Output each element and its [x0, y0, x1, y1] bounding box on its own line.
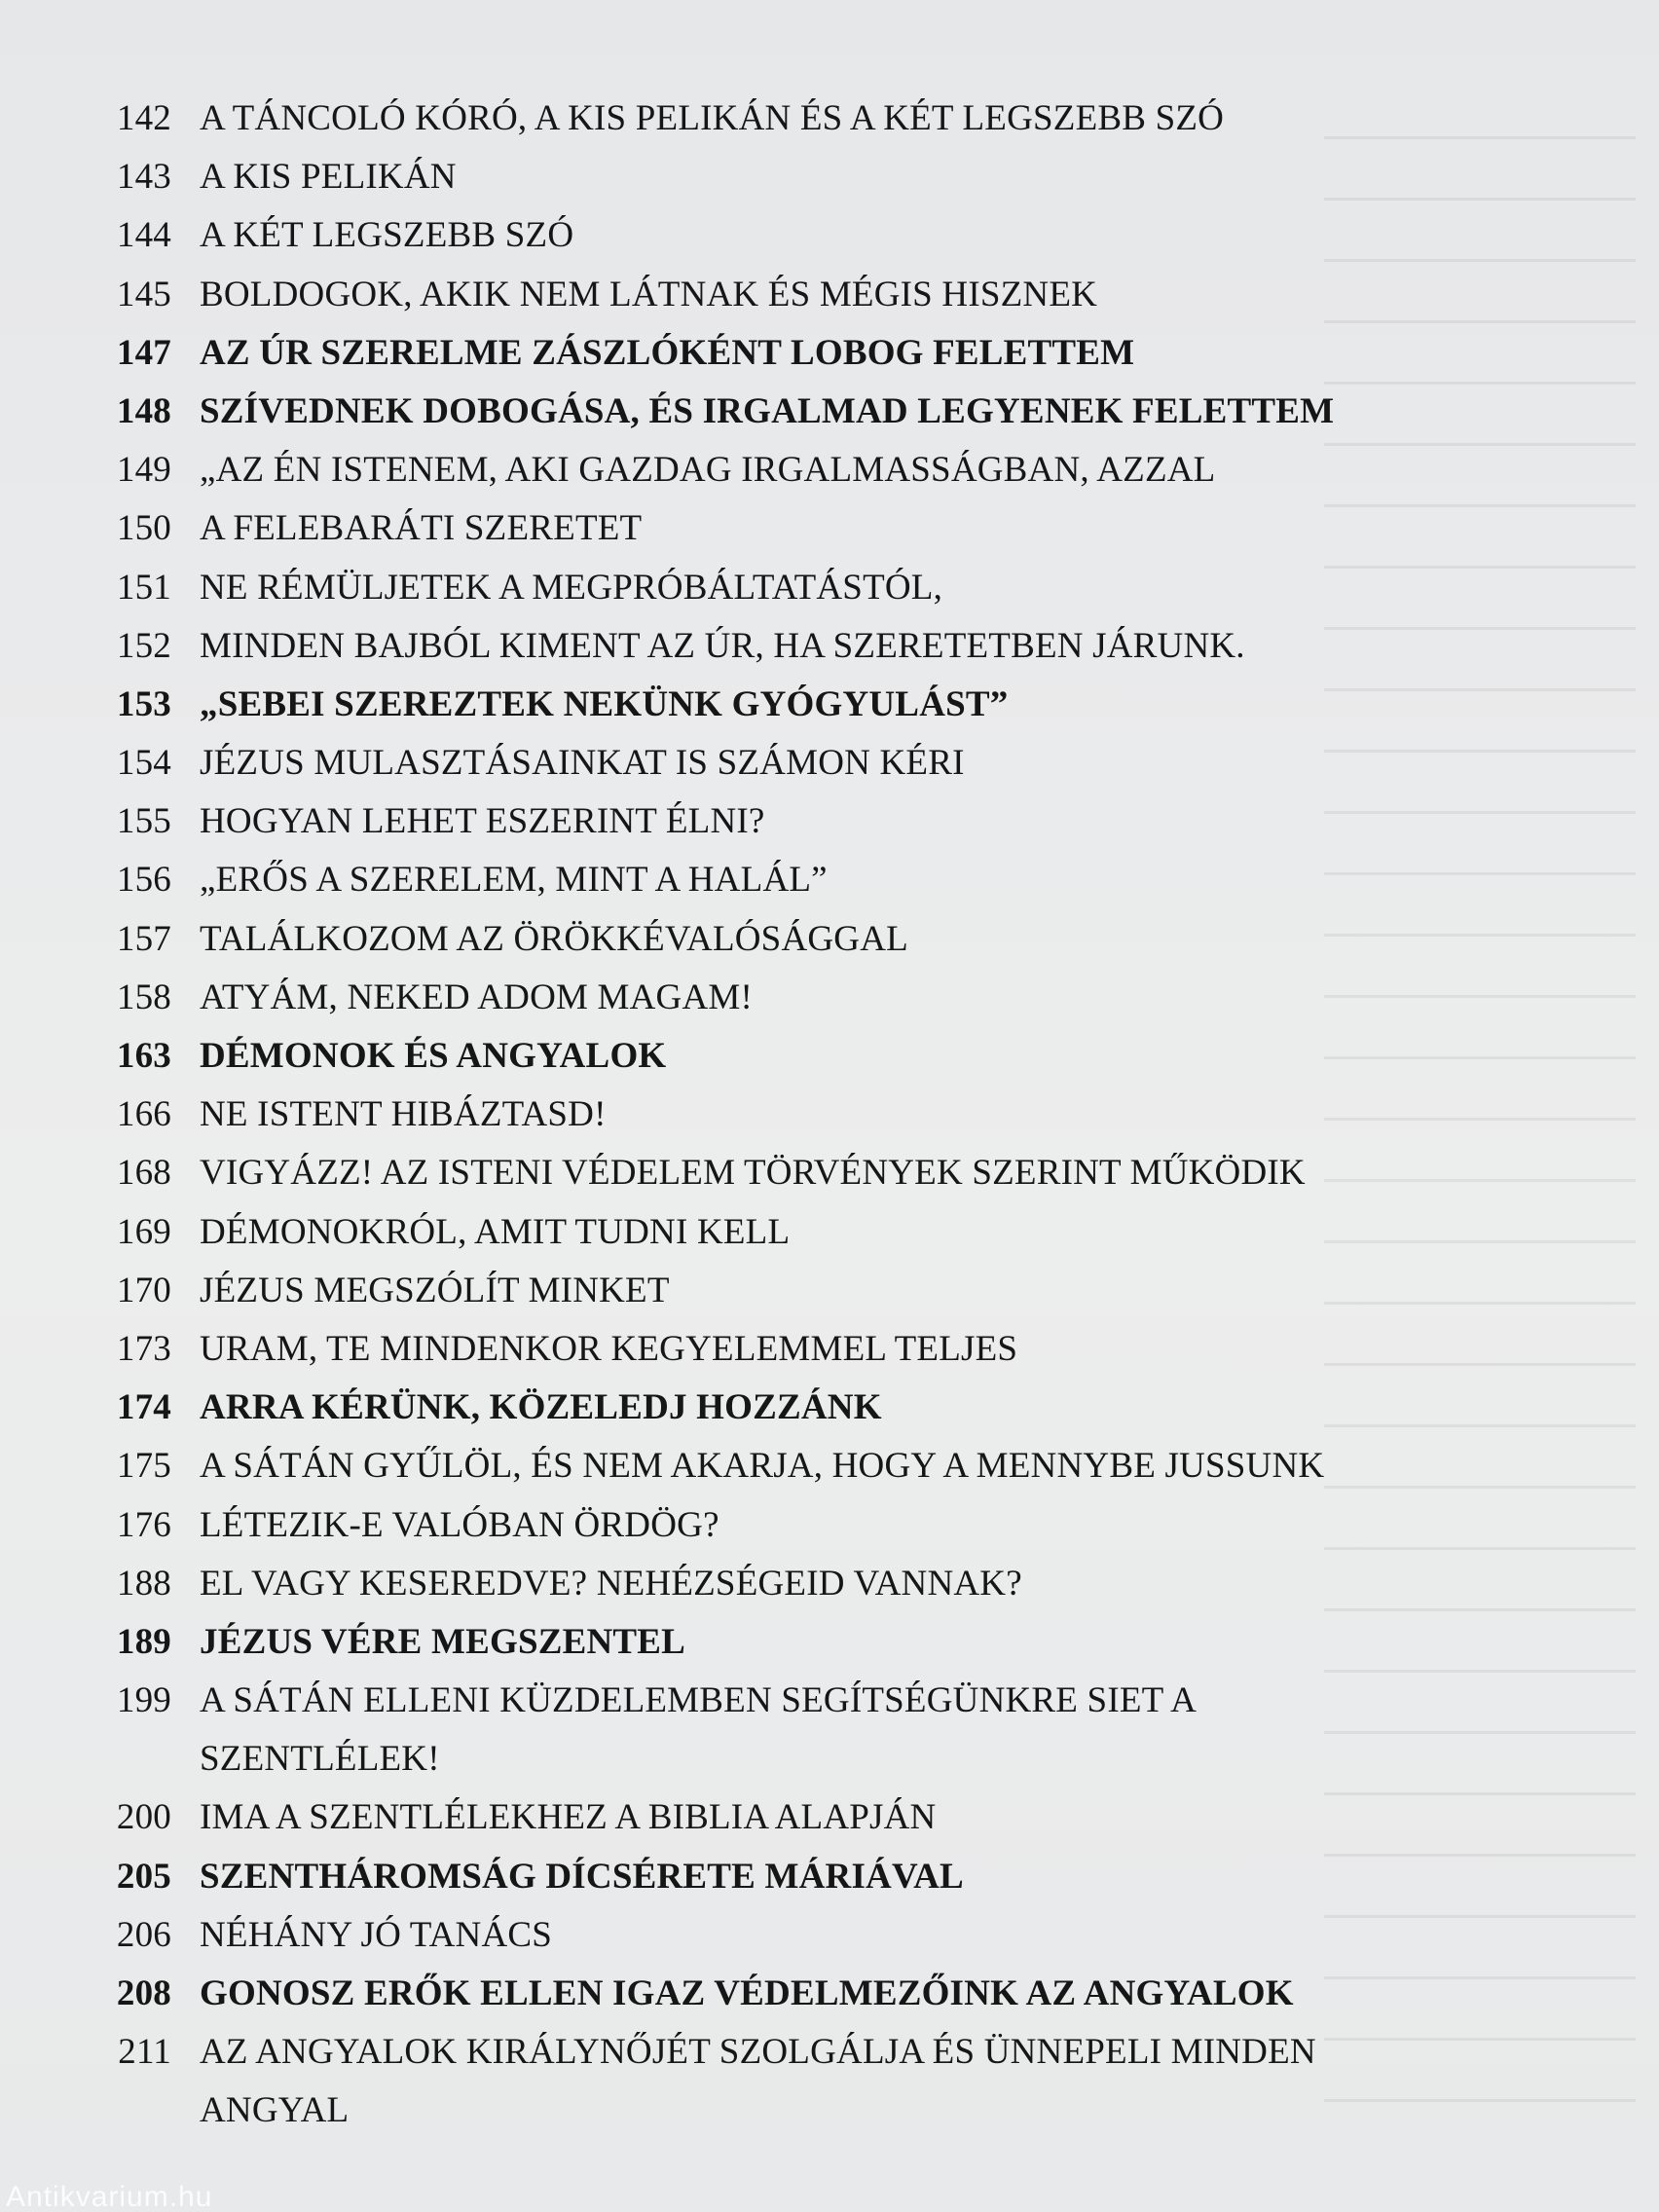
toc-entry	[0, 266, 1659, 324]
toc-entry	[0, 1496, 1659, 1555]
toc-entry	[0, 206, 1659, 265]
toc-page-number: 153	[116, 683, 171, 724]
toc-entry-title: HOGYAN LEHET ESZERINT ÉLNI?	[200, 801, 765, 842]
toc-entry	[0, 676, 1659, 734]
toc-page-number: 206	[116, 1914, 171, 1955]
toc-entry	[0, 851, 1659, 909]
toc-entry-title: JÉZUS VÉRE MEGSZENTEL	[200, 1621, 686, 1662]
toc-entry	[0, 441, 1659, 499]
toc-entry-title: JÉZUS MEGSZÓLÍT MINKET	[200, 1270, 670, 1310]
toc-entry	[0, 1555, 1659, 1613]
toc-entry	[0, 1672, 1659, 1788]
toc-entry-title: JÉZUS MULASZTÁSAINKAT IS SZÁMON KÉRI	[200, 743, 965, 784]
toc-entry	[0, 969, 1659, 1027]
toc-entry-title: BOLDOGOK, AKIK NEM LÁTNAK ÉS MÉGIS HISZNEK	[200, 274, 1098, 314]
toc-page-number: 189	[116, 1621, 171, 1662]
toc-page-number: 156	[116, 860, 171, 901]
toc-entry	[0, 1203, 1659, 1262]
toc-page-number: 163	[116, 1036, 171, 1076]
toc-entry-title: SZÍVEDNEK DOBOGÁSA, ÉS IRGALMAD LEGYENEK FELETTEM	[200, 390, 1335, 431]
toc-page-number: 169	[116, 1211, 171, 1252]
toc-page-number: 147	[116, 332, 171, 373]
toc-entry-title: DÉMONOKRÓL, AMIT TUDNI KELL	[200, 1211, 791, 1252]
toc-entry-title: A KÉT LEGSZEBB SZÓ	[200, 215, 574, 256]
toc-page-number: 158	[116, 977, 171, 1017]
toc-entry	[0, 910, 1659, 969]
toc-page-number: 144	[116, 215, 171, 256]
toc-entry-title: LÉTEZIK-E VALÓBAN ÖRDÖG?	[200, 1504, 719, 1545]
toc-page-number: 143	[116, 157, 171, 198]
toc-entry-title: AZ ANGYALOK KIRÁLYNŐJÉT SZOLGÁLJA ÉS ÜNNEPELI MINDEN ANGYAL	[200, 2032, 1316, 2131]
toc-entry-title: TALÁLKOZOM AZ ÖRÖKKÉVALÓSÁGGAL	[200, 918, 908, 959]
watermark: Antikvarium.hu	[6, 2183, 213, 2212]
toc-page-number: 168	[116, 1153, 171, 1194]
toc-entry	[0, 324, 1659, 383]
toc-entry	[0, 148, 1659, 206]
toc-entry-title: URAM, TE MINDENKOR KEGYELEMMEL TELJES	[200, 1328, 1018, 1369]
toc-entry	[0, 793, 1659, 851]
toc-entry-title: GONOSZ ERŐK ELLEN IGAZ VÉDELMEZŐINK AZ ANGYALOK	[200, 1973, 1294, 2014]
toc-entry-title: IMA A SZENTLÉLEKHEZ A BIBLIA ALAPJÁN	[200, 1797, 937, 1838]
toc-entry	[0, 734, 1659, 793]
toc-entry-title: ARRA KÉRÜNK, KÖZELEDJ HOZZÁNK	[200, 1387, 882, 1428]
toc-entry-title: A SÁTÁN GYŰLÖL, ÉS NEM AKARJA, HOGY A MENNYBE JUSSUNK	[200, 1446, 1325, 1487]
toc-page-number: 151	[116, 567, 171, 608]
toc-entry	[0, 499, 1659, 558]
toc-entry	[0, 1906, 1659, 1965]
toc-page-number: 166	[116, 1094, 171, 1135]
toc-entry	[0, 90, 1659, 148]
toc-entry-title: A TÁNCOLÓ KÓRÓ, A KIS PELIKÁN ÉS A KÉT LEGSZEBB SZÓ	[200, 98, 1225, 138]
toc-entry-title: VIGYÁZZ! AZ ISTENI VÉDELEM TÖRVÉNYEK SZERINT MŰKÖDIK	[200, 1153, 1306, 1194]
toc-page-number: 142	[116, 98, 171, 138]
toc-page-number: 149	[116, 450, 171, 491]
toc-page-number: 148	[116, 390, 171, 431]
toc-page-number: 157	[116, 918, 171, 959]
toc-page-number: 173	[116, 1328, 171, 1369]
toc-entry	[0, 1027, 1659, 1086]
toc-entry-title: „SEBEI SZEREZTEK NEKÜNK GYÓGYULÁST”	[200, 683, 1009, 724]
toc-entry-title: NÉHÁNY JÓ TANÁCS	[200, 1914, 553, 1955]
toc-page-number: 200	[116, 1797, 171, 1838]
toc-entry	[0, 1613, 1659, 1672]
toc-entry	[0, 1086, 1659, 1144]
table-of-contents	[0, 90, 1659, 2141]
toc-entry	[0, 1320, 1659, 1379]
toc-entry-title: NE ISTENT HIBÁZTASD!	[200, 1094, 607, 1135]
toc-entry	[0, 1144, 1659, 1202]
toc-entry	[0, 1965, 1659, 2023]
toc-entry-title: SZENTHÁROMSÁG DÍCSÉRETE MÁRIÁVAL	[200, 1856, 964, 1897]
toc-page-number: 175	[116, 1446, 171, 1487]
toc-entry-title: ATYÁM, NEKED ADOM MAGAM!	[200, 977, 754, 1017]
toc-entry-title: NE RÉMÜLJETEK A MEGPRÓBÁLTATÁSTÓL,	[200, 567, 943, 608]
toc-entry-title: „AZ ÉN ISTENEM, AKI GAZDAG IRGALMASSÁGBAN, AZZAL	[200, 450, 1216, 491]
toc-entry	[0, 1848, 1659, 1906]
toc-entry-title: DÉMONOK ÉS ANGYALOK	[200, 1036, 667, 1076]
toc-entry	[0, 1788, 1659, 1847]
toc-entry	[0, 2023, 1659, 2140]
toc-page-number: 211	[118, 2032, 171, 2073]
toc-entry	[0, 617, 1659, 676]
toc-page-number: 176	[116, 1504, 171, 1545]
toc-page-number: 174	[116, 1387, 171, 1428]
toc-entry	[0, 1437, 1659, 1495]
toc-entry-title: MINDEN BAJBÓL KIMENT AZ ÚR, HA SZERETETBEN JÁRUNK.	[200, 625, 1245, 666]
toc-entry-title: AZ ÚR SZERELME ZÁSZLÓKÉNT LOBOG FELETTEM	[200, 332, 1135, 373]
toc-page-number: 205	[116, 1856, 171, 1897]
toc-page-number: 155	[116, 801, 171, 842]
toc-entry-title: A KIS PELIKÁN	[200, 157, 457, 198]
toc-page-number: 150	[116, 508, 171, 549]
toc-entry	[0, 559, 1659, 617]
toc-page-number: 145	[116, 274, 171, 314]
toc-page-number: 199	[116, 1680, 171, 1721]
toc-entry-title: A SÁTÁN ELLENI KÜZDELEMBEN SEGÍTSÉGÜNKRE SIET A SZENTLÉLEK!	[200, 1680, 1196, 1780]
toc-page-number: 208	[116, 1973, 171, 2014]
toc-entry	[0, 383, 1659, 441]
toc-entry-title: A FELEBARÁTI SZERETET	[200, 508, 643, 549]
toc-entry-title: EL VAGY KESEREDVE? NEHÉZSÉGEID VANNAK?	[200, 1563, 1022, 1604]
toc-page-number: 154	[116, 743, 171, 784]
toc-page-number: 152	[116, 625, 171, 666]
toc-entry-title: „ERŐS A SZERELEM, MINT A HALÁL”	[200, 860, 828, 901]
toc-entry	[0, 1262, 1659, 1320]
toc-entry	[0, 1379, 1659, 1437]
toc-page-number: 170	[116, 1270, 171, 1310]
toc-page-number: 188	[116, 1563, 171, 1604]
